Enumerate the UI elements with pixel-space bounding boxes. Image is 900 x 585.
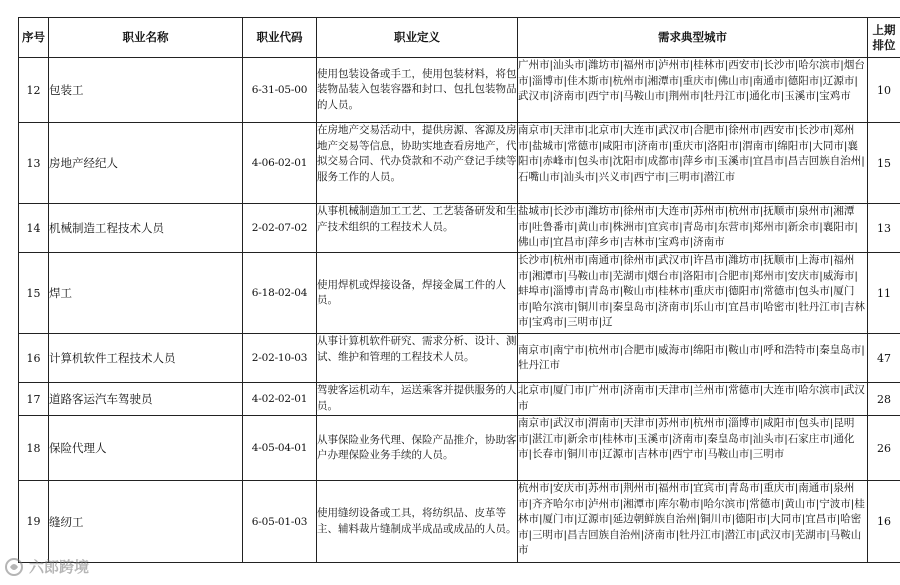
row-cities: 南京市|天津市|北京市|大连市|武汉市|合肥市|徐州市|西安市|长沙市|郑州市|盐城市|常德市|咸阳市|济南市|重庆市|洛阳市|渭南市|绵阳市|大同市|襄阳市|赤峰市|包头市|沈阳市|成都市|萍乡市|玉溪市|宜昌市|昌吉回族自治州|石嘴山市|汕头市|兴义市|西宁市|三明市|潜江市 (518, 123, 868, 204)
row-definition: 在房地产交易活动中，提供房源、客源及房地产交易等信息，协助实地查看房地产，代拟交易合同、代办贷款和不动产登记手续等服务工作的人员。 (317, 123, 518, 204)
table-row (19, 383, 900, 416)
row-definition: 从事保险业务代理、保险产品推介，协助客户办理保险业务手续的人员。 (317, 416, 518, 481)
table-row (19, 416, 900, 481)
row-rank: 11 (868, 253, 900, 334)
row-cities: 南京市|武汉市|渭南市|天津市|苏州市|杭州市|淄博市|咸阳市|包头市|昆明市|湛江市|新余市|桂林市|玉溪市|济南市|秦皇岛市|汕头市|石家庄市|通化市|长春市|铜川市|辽源市|吉林市|西宁市|马鞍山市|三明市 (518, 416, 868, 481)
table-row (19, 123, 900, 204)
header-definition: 职业定义 (317, 18, 518, 58)
row-cities: 广州市|汕头市|潍坊市|福州市|泸州市|桂林市|西安市|长沙市|哈尔滨市|烟台市|淄博市|佳木斯市|杭州市|湘潭市|重庆市|佛山市|南通市|德阳市|辽源市|武汉市|济南市|西宁市|马鞍山市|荆州市|牡丹江市|通化市|玉溪市|宝鸡市 (518, 58, 868, 123)
row-code: 6-05-01-03 (243, 481, 317, 563)
row-cities: 盐城市|长沙市|潍坊市|徐州市|大连市|苏州市|杭州市|抚顺市|泉州市|湘潭市|吐鲁番市|黄山市|株洲市|宜宾市|青岛市|东营市|郑州市|新余市|襄阳市|佛山市|宜昌市|萍乡市|吉林市|宝鸡市|济南市 (518, 204, 868, 253)
row-rank: 10 (868, 58, 900, 123)
row-no: 15 (19, 253, 49, 334)
row-no: 18 (19, 416, 49, 481)
row-code: 2-02-10-03 (243, 334, 317, 383)
row-cities: 北京市|厦门市|广州市|济南市|天津市|兰州市|常德市|大连市|哈尔滨市|武汉市 (518, 383, 868, 416)
row-definition: 驾驶客运机动车，运送乘客并提供服务的人员。 (317, 383, 518, 416)
table-row (19, 58, 900, 123)
row-no: 19 (19, 481, 49, 563)
header-code: 职业代码 (243, 18, 317, 58)
row-no: 17 (19, 383, 49, 416)
table-row (19, 253, 900, 334)
row-no: 14 (19, 204, 49, 253)
row-rank: 28 (868, 383, 900, 416)
row-no: 13 (19, 123, 49, 204)
row-rank: 15 (868, 123, 900, 204)
row-cities: 南京市|南宁市|杭州市|合肥市|威海市|绵阳市|鞍山市|呼和浩特市|秦皇岛市|牡丹江市 (518, 334, 868, 383)
watermark-logo-icon (4, 557, 24, 577)
row-rank: 47 (868, 334, 900, 383)
row-name: 焊工 (49, 253, 243, 334)
row-code: 4-06-02-01 (243, 123, 317, 204)
row-cities: 杭州市|安庆市|苏州市|荆州市|福州市|宜宾市|青岛市|重庆市|南通市|泉州市|齐齐哈尔市|泸州市|湘潭市|库尔勒市|哈尔滨市|常德市|黄山市|宁波市|桂林市|厦门市|辽源市|延边朝鲜族自治州|铜川市|德阳市|大同市|宜昌市|哈密市|三明市|昌吉回族自治州|济南市|牡丹江市|潜江市|武汉市|芜湖市|马鞍山市 (518, 481, 868, 563)
row-name: 缝纫工 (49, 481, 243, 563)
header-no: 序号 (19, 18, 49, 58)
row-name: 房地产经纪人 (49, 123, 243, 204)
row-name: 包装工 (49, 58, 243, 123)
row-name: 计算机软件工程技术人员 (49, 334, 243, 383)
row-definition: 使用缝纫设备或工具，将纺织品、皮革等主、辅料裁片缝制成半成品或成品的人员。 (317, 481, 518, 563)
row-no: 16 (19, 334, 49, 383)
table-row (19, 204, 900, 253)
row-name: 保险代理人 (49, 416, 243, 481)
row-name: 道路客运汽车驾驶员 (49, 383, 243, 416)
row-name: 机械制造工程技术人员 (49, 204, 243, 253)
table-row (19, 334, 900, 383)
watermark (4, 556, 89, 577)
row-cities: 长沙市|杭州市|南通市|徐州市|武汉市|许昌市|潍坊市|抚顺市|上海市|福州市|湘潭市|马鞍山市|芜湖市|烟台市|洛阳市|合肥市|郑州市|安庆市|威海市|蚌埠市|淄博市|青岛市|鞍山市|桂林市|重庆市|德阳市|常德市|包头市|厦门市|哈尔滨市|铜川市|秦皇岛市|济南市|乐山市|宜昌市|哈密市|牡丹江市|吉林市|宝鸡市|三明市|辽 (518, 253, 868, 334)
watermark-text: 六郎跨境 (29, 558, 90, 576)
header-name: 职业名称 (49, 18, 243, 58)
header-cities: 需求典型城市 (518, 18, 868, 58)
header-rank: 上期排位 (868, 18, 900, 58)
row-definition: 使用包装设备或手工，使用包装材料，将包装物品装入包装容器和封口、包扎包装物品的人员。 (317, 58, 518, 123)
row-definition: 从事计算机软件研究、需求分析、设计、测试、维护和管理的工程技术人员。 (317, 334, 518, 383)
table-row (19, 481, 900, 563)
row-code: 6-18-02-04 (243, 253, 317, 334)
header-row (19, 18, 900, 58)
row-no: 12 (19, 58, 49, 123)
row-rank: 13 (868, 204, 900, 253)
row-code: 4-05-04-01 (243, 416, 317, 481)
row-rank: 26 (868, 416, 900, 481)
row-code: 2-02-07-02 (243, 204, 317, 253)
occupation-table (18, 17, 900, 563)
row-definition: 从事机械制造加工工艺、工艺装备研发和生产技术组织的工程技术人员。 (317, 204, 518, 253)
row-definition: 使用焊机或焊接设备，焊接金属工件的人员。 (317, 253, 518, 334)
row-code: 4-02-02-01 (243, 383, 317, 416)
row-code: 6-31-05-00 (243, 58, 317, 123)
row-rank: 16 (868, 481, 900, 563)
